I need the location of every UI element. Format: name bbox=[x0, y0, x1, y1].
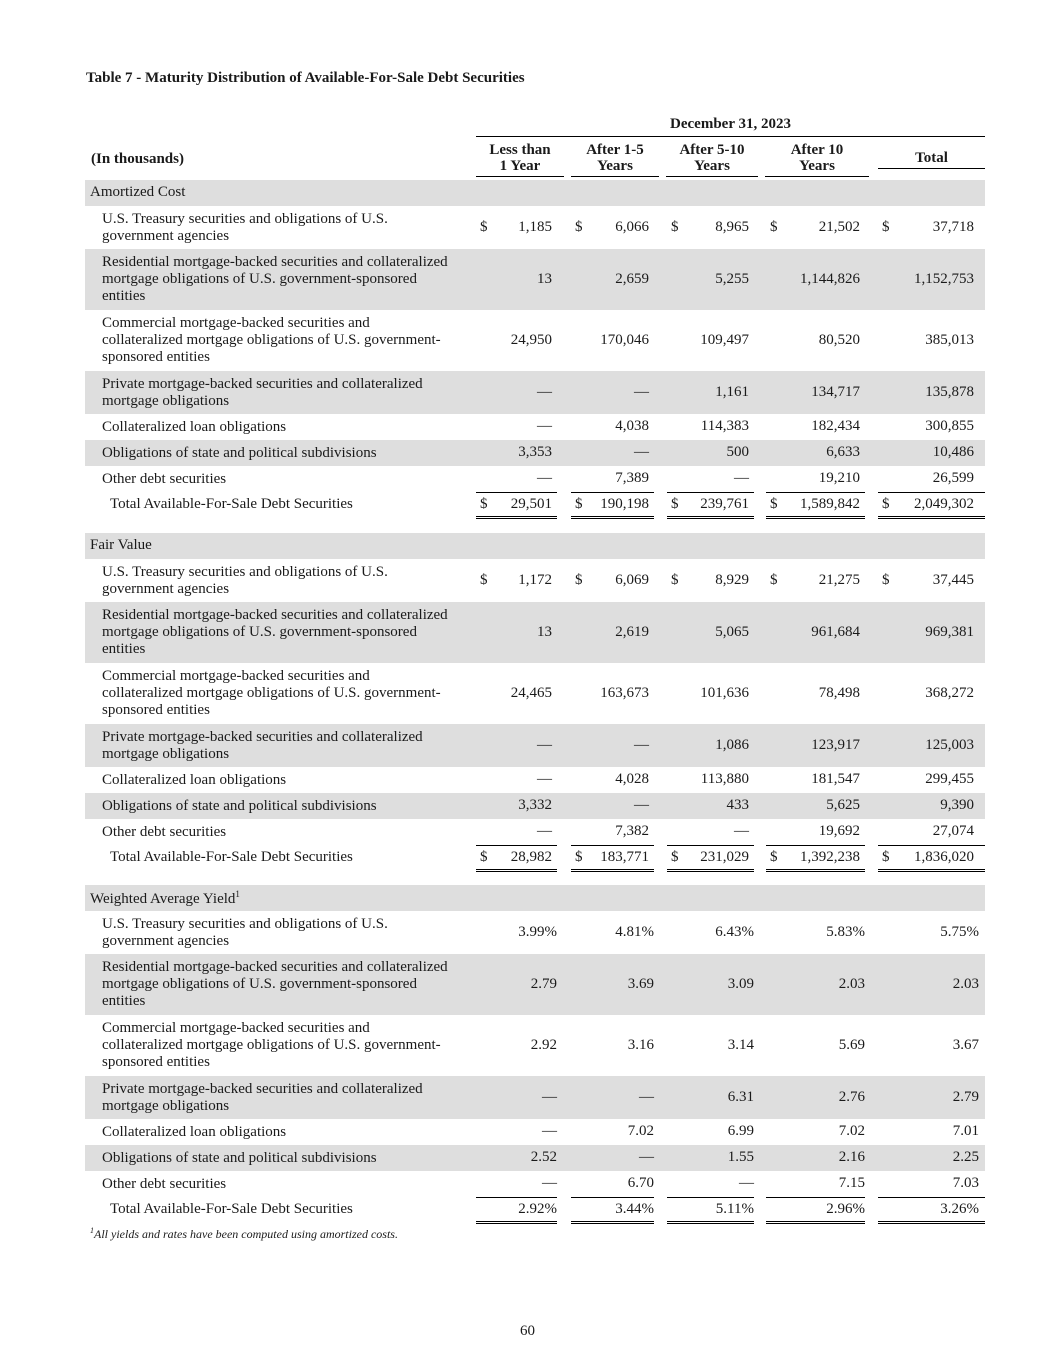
row-label: Collateralized loan obligations bbox=[102, 771, 287, 788]
total-double-rule bbox=[476, 869, 557, 872]
row-label: Commercial mortgage-backed securities and collateralized mortgage obligations of U.S. government-sponsored entities bbox=[102, 315, 441, 365]
subtotal-rule bbox=[667, 1197, 754, 1198]
cell-value: — bbox=[734, 823, 749, 839]
cell-value: 7,389 bbox=[615, 470, 649, 486]
cell-value: 2,659 bbox=[615, 270, 649, 287]
cell-value: 300,855 bbox=[925, 418, 974, 434]
section-title-text: Weighted Average Yield bbox=[90, 891, 236, 907]
cell-value: 10,486 bbox=[932, 444, 974, 460]
column-header-line2: Years bbox=[694, 158, 730, 174]
total-double-rule bbox=[878, 516, 985, 519]
dollar-sign: $ bbox=[575, 496, 583, 512]
row-label: U.S. Treasury securities and obligations of U.S. government agencies bbox=[102, 563, 388, 597]
total-value: 190,198 bbox=[600, 496, 649, 512]
cell-value: 163,673 bbox=[600, 684, 649, 701]
cell-value: — bbox=[537, 418, 552, 434]
cell-value: 368,272 bbox=[925, 684, 974, 701]
row-label: Residential mortgage-backed securities and collateralized mortgage obligations of U.S. government-sponsored entities bbox=[102, 959, 448, 1009]
total-double-rule bbox=[476, 1221, 557, 1224]
dollar-sign: $ bbox=[480, 849, 488, 865]
cell-value: 135,878 bbox=[925, 383, 974, 400]
cell-value: 13 bbox=[537, 270, 552, 287]
page-number: 60 bbox=[520, 1323, 535, 1339]
total-double-rule bbox=[766, 1221, 865, 1224]
cell-value: 114,383 bbox=[700, 418, 749, 434]
cell-value: 7.02 bbox=[838, 1123, 865, 1139]
total-value: 239,761 bbox=[700, 496, 749, 512]
cell-value: 123,917 bbox=[811, 736, 860, 753]
cell-value: 969,381 bbox=[925, 623, 974, 640]
cell-value: 2.79 bbox=[530, 975, 557, 992]
total-value: 3.26% bbox=[940, 1201, 979, 1217]
row-label: Residential mortgage-backed securities and collateralized mortgage obligations of U.S. government-sponsored entities bbox=[102, 254, 448, 304]
cell-value: — bbox=[634, 383, 649, 400]
cell-value: — bbox=[542, 1123, 557, 1139]
total-value: 231,029 bbox=[700, 849, 749, 865]
dollar-sign: $ bbox=[882, 218, 890, 235]
row-label: Commercial mortgage-backed securities and collateralized mortgage obligations of U.S. government-sponsored entities bbox=[102, 1020, 441, 1070]
column-header-line1: Less than bbox=[489, 142, 551, 158]
subtotal-rule bbox=[667, 492, 754, 493]
subtotal-rule bbox=[766, 492, 865, 493]
cell-value: 500 bbox=[726, 444, 749, 460]
subtotal-rule bbox=[476, 492, 557, 493]
subtotal-rule bbox=[878, 845, 985, 846]
cell-value: 433 bbox=[726, 797, 749, 813]
cell-value: 6.43% bbox=[715, 923, 754, 940]
cell-value: 6,633 bbox=[826, 444, 860, 460]
cell-value: 7,382 bbox=[615, 823, 649, 839]
cell-value: 109,497 bbox=[700, 331, 749, 348]
total-double-rule bbox=[571, 869, 654, 872]
total-value: 3.44% bbox=[615, 1201, 654, 1217]
dollar-sign: $ bbox=[671, 571, 679, 588]
section-title-text: Fair Value bbox=[90, 537, 152, 553]
subtotal-rule bbox=[476, 845, 557, 846]
subtotal-rule bbox=[571, 845, 654, 846]
cell-value: 7.01 bbox=[952, 1123, 979, 1139]
footnote bbox=[90, 1226, 398, 1242]
row-label: Obligations of state and political subdivisions bbox=[102, 1149, 377, 1166]
cell-value: 3.09 bbox=[727, 975, 754, 992]
cell-value: 13 bbox=[537, 623, 552, 640]
column-header-line1: After 5-10 bbox=[679, 142, 745, 158]
cell-value: 1,086 bbox=[715, 736, 749, 753]
cell-value: 1,144,826 bbox=[800, 270, 860, 287]
cell-value: 27,074 bbox=[932, 823, 974, 839]
row-label: Obligations of state and political subdivisions bbox=[102, 797, 377, 814]
total-double-rule bbox=[476, 516, 557, 519]
cell-value: 6.70 bbox=[627, 1175, 654, 1191]
cell-value: 3.69 bbox=[627, 975, 654, 992]
date-header: December 31, 2023 bbox=[670, 116, 791, 132]
dollar-sign: $ bbox=[671, 496, 679, 512]
total-label: Total Available-For-Sale Debt Securities bbox=[110, 1201, 353, 1217]
cell-value: 78,498 bbox=[818, 684, 860, 701]
dollar-sign: $ bbox=[480, 218, 488, 235]
dollar-sign: $ bbox=[671, 218, 679, 235]
dollar-sign: $ bbox=[770, 571, 778, 588]
table-title: Table 7 - Maturity Distribution of Available-For-Sale Debt Securities bbox=[86, 70, 525, 86]
units-label: (In thousands) bbox=[91, 151, 184, 167]
total-double-rule bbox=[667, 1221, 754, 1224]
cell-value: 7.15 bbox=[838, 1175, 865, 1191]
column-header bbox=[476, 142, 564, 177]
cell-value: 299,455 bbox=[925, 771, 974, 787]
cell-value: 4.81% bbox=[615, 923, 654, 940]
cell-value: — bbox=[537, 470, 552, 486]
cell-value: — bbox=[639, 1088, 654, 1105]
subtotal-rule bbox=[476, 1197, 557, 1198]
cell-value: 1,161 bbox=[715, 383, 749, 400]
cell-value: 1,152,753 bbox=[914, 270, 974, 287]
dollar-sign: $ bbox=[770, 218, 778, 235]
section-title bbox=[90, 889, 240, 908]
dollar-sign: $ bbox=[480, 496, 488, 512]
dollar-sign: $ bbox=[882, 849, 890, 865]
cell-value: 3.67 bbox=[952, 1036, 979, 1053]
cell-value: — bbox=[537, 823, 552, 839]
dollar-sign: $ bbox=[575, 849, 583, 865]
cell-value: 2.03 bbox=[838, 975, 865, 992]
section-title-text: Amortized Cost bbox=[90, 184, 186, 200]
cell-value: 385,013 bbox=[925, 331, 974, 348]
cell-value: 6,066 bbox=[615, 218, 649, 235]
total-double-rule bbox=[571, 1221, 654, 1224]
column-header-line2: Years bbox=[597, 158, 633, 174]
cell-value: 1,185 bbox=[518, 218, 552, 235]
column-header bbox=[571, 142, 659, 177]
dollar-sign: $ bbox=[770, 849, 778, 865]
cell-value: 125,003 bbox=[925, 736, 974, 753]
total-double-rule bbox=[878, 869, 985, 872]
total-value: 1,392,238 bbox=[800, 849, 860, 865]
subtotal-rule bbox=[878, 492, 985, 493]
cell-value: — bbox=[542, 1088, 557, 1105]
cell-value: 961,684 bbox=[811, 623, 860, 640]
cell-value: 5,065 bbox=[715, 623, 749, 640]
cell-value: 19,210 bbox=[818, 470, 860, 486]
total-label: Total Available-For-Sale Debt Securities bbox=[110, 496, 353, 512]
column-header-line2: Total bbox=[915, 150, 948, 166]
total-double-rule bbox=[766, 516, 865, 519]
total-value: 183,771 bbox=[600, 849, 649, 865]
cell-value: 113,880 bbox=[700, 771, 749, 787]
total-double-rule bbox=[667, 516, 754, 519]
cell-value: 6.31 bbox=[727, 1088, 754, 1105]
column-header-line1: After 10 bbox=[790, 142, 844, 158]
cell-value: — bbox=[634, 797, 649, 813]
total-value: 29,501 bbox=[510, 496, 552, 512]
cell-value: 3.14 bbox=[727, 1036, 754, 1053]
total-double-rule bbox=[667, 869, 754, 872]
cell-value: 5,255 bbox=[715, 270, 749, 287]
cell-value: 4,028 bbox=[615, 771, 649, 787]
cell-value: — bbox=[634, 736, 649, 753]
cell-value: 1,172 bbox=[518, 571, 552, 588]
column-header bbox=[666, 142, 758, 177]
subtotal-rule bbox=[878, 1197, 985, 1198]
total-value: 1,589,842 bbox=[800, 496, 860, 512]
column-header-line2: Years bbox=[799, 158, 835, 174]
section-title bbox=[90, 537, 152, 554]
total-value: 2.96% bbox=[826, 1201, 865, 1217]
cell-value: 9,390 bbox=[940, 797, 974, 813]
total-label: Total Available-For-Sale Debt Securities bbox=[110, 849, 353, 865]
cell-value: — bbox=[537, 736, 552, 753]
total-value: 28,982 bbox=[510, 849, 552, 865]
cell-value: 3,353 bbox=[518, 444, 552, 460]
cell-value: 2.03 bbox=[952, 975, 979, 992]
column-header bbox=[765, 142, 869, 177]
cell-value: 5.69 bbox=[838, 1036, 865, 1053]
cell-value: 4,038 bbox=[615, 418, 649, 434]
footnote-text: All yields and rates have been computed using amortized costs. bbox=[94, 1227, 398, 1241]
cell-value: 2.76 bbox=[838, 1088, 865, 1105]
cell-value: 2.25 bbox=[952, 1149, 979, 1165]
section-title bbox=[90, 184, 185, 201]
footnote-marker: 1 bbox=[90, 1226, 94, 1235]
section-title-sup: 1 bbox=[235, 889, 240, 899]
cell-value: 1.55 bbox=[727, 1149, 754, 1165]
cell-value: 8,929 bbox=[715, 571, 749, 588]
cell-value: 7.03 bbox=[952, 1175, 979, 1191]
cell-value: 37,445 bbox=[932, 571, 974, 588]
cell-value: 6.99 bbox=[727, 1123, 754, 1139]
subtotal-rule bbox=[667, 845, 754, 846]
row-label: U.S. Treasury securities and obligations of U.S. government agencies bbox=[102, 915, 388, 949]
row-label: Other debt securities bbox=[102, 1175, 227, 1192]
cell-value: 2,619 bbox=[615, 623, 649, 640]
cell-value: 24,465 bbox=[510, 684, 552, 701]
column-header-line1: After 1-5 bbox=[586, 142, 644, 158]
cell-value: 3.16 bbox=[627, 1036, 654, 1053]
total-double-rule bbox=[878, 1221, 985, 1224]
cell-value: 182,434 bbox=[811, 418, 860, 434]
dollar-sign: $ bbox=[671, 849, 679, 865]
row-label: Private mortgage-backed securities and collateralized mortgage obligations bbox=[102, 728, 423, 762]
total-double-rule bbox=[571, 516, 654, 519]
row-label: Commercial mortgage-backed securities and collateralized mortgage obligations of U.S. government-sponsored entities bbox=[102, 668, 441, 718]
cell-value: 24,950 bbox=[510, 331, 552, 348]
section-band bbox=[85, 180, 985, 206]
total-value: 2.92% bbox=[518, 1201, 557, 1217]
dollar-sign: $ bbox=[770, 496, 778, 512]
cell-value: — bbox=[639, 1149, 654, 1165]
cell-value: 21,502 bbox=[818, 218, 860, 235]
cell-value: 8,965 bbox=[715, 218, 749, 235]
subtotal-rule bbox=[766, 845, 865, 846]
total-double-rule bbox=[766, 869, 865, 872]
cell-value: 37,718 bbox=[932, 218, 974, 235]
cell-value: 26,599 bbox=[932, 470, 974, 486]
cell-value: 5,625 bbox=[826, 797, 860, 813]
row-label: Other debt securities bbox=[102, 823, 227, 840]
date-header-rule bbox=[476, 136, 985, 137]
cell-value: 2.52 bbox=[530, 1149, 557, 1165]
subtotal-rule bbox=[571, 492, 654, 493]
cell-value: — bbox=[537, 771, 552, 787]
cell-value: 3,332 bbox=[518, 797, 552, 813]
cell-value: — bbox=[537, 383, 552, 400]
dollar-sign: $ bbox=[882, 571, 890, 588]
cell-value: — bbox=[542, 1175, 557, 1191]
cell-value: 5.75% bbox=[940, 923, 979, 940]
cell-value: 2.16 bbox=[838, 1149, 865, 1165]
total-value: 2,049,302 bbox=[914, 496, 974, 512]
section-band bbox=[85, 533, 985, 559]
cell-value: 21,275 bbox=[818, 571, 860, 588]
column-header bbox=[878, 142, 985, 169]
cell-value: 19,692 bbox=[818, 823, 860, 839]
cell-value: 5.83% bbox=[826, 923, 865, 940]
cell-value: — bbox=[739, 1175, 754, 1191]
row-label: U.S. Treasury securities and obligations of U.S. government agencies bbox=[102, 210, 388, 244]
dollar-sign: $ bbox=[882, 496, 890, 512]
dollar-sign: $ bbox=[575, 571, 583, 588]
cell-value: 101,636 bbox=[700, 684, 749, 701]
row-label: Private mortgage-backed securities and collateralized mortgage obligations bbox=[102, 375, 423, 409]
total-value: 5.11% bbox=[715, 1201, 754, 1217]
column-header-line2: 1 Year bbox=[499, 158, 541, 174]
subtotal-rule bbox=[766, 1197, 865, 1198]
subtotal-rule bbox=[571, 1197, 654, 1198]
cell-value: 7.02 bbox=[627, 1123, 654, 1139]
cell-value: 181,547 bbox=[811, 771, 860, 787]
row-label: Residential mortgage-backed securities and collateralized mortgage obligations of U.S. government-sponsored entities bbox=[102, 607, 448, 657]
row-label: Private mortgage-backed securities and collateralized mortgage obligations bbox=[102, 1080, 423, 1114]
dollar-sign: $ bbox=[480, 571, 488, 588]
total-value: 1,836,020 bbox=[914, 849, 974, 865]
cell-value: 2.92 bbox=[530, 1036, 557, 1053]
row-label: Collateralized loan obligations bbox=[102, 418, 287, 435]
cell-value: 80,520 bbox=[818, 331, 860, 348]
row-label: Obligations of state and political subdivisions bbox=[102, 444, 377, 461]
cell-value: 170,046 bbox=[600, 331, 649, 348]
row-label: Other debt securities bbox=[102, 470, 227, 487]
cell-value: — bbox=[734, 470, 749, 486]
cell-value: 6,069 bbox=[615, 571, 649, 588]
cell-value: 3.99% bbox=[518, 923, 557, 940]
cell-value: 2.79 bbox=[952, 1088, 979, 1105]
row-label: Collateralized loan obligations bbox=[102, 1123, 287, 1140]
cell-value: — bbox=[634, 444, 649, 460]
cell-value: 134,717 bbox=[811, 383, 860, 400]
dollar-sign: $ bbox=[575, 218, 583, 235]
